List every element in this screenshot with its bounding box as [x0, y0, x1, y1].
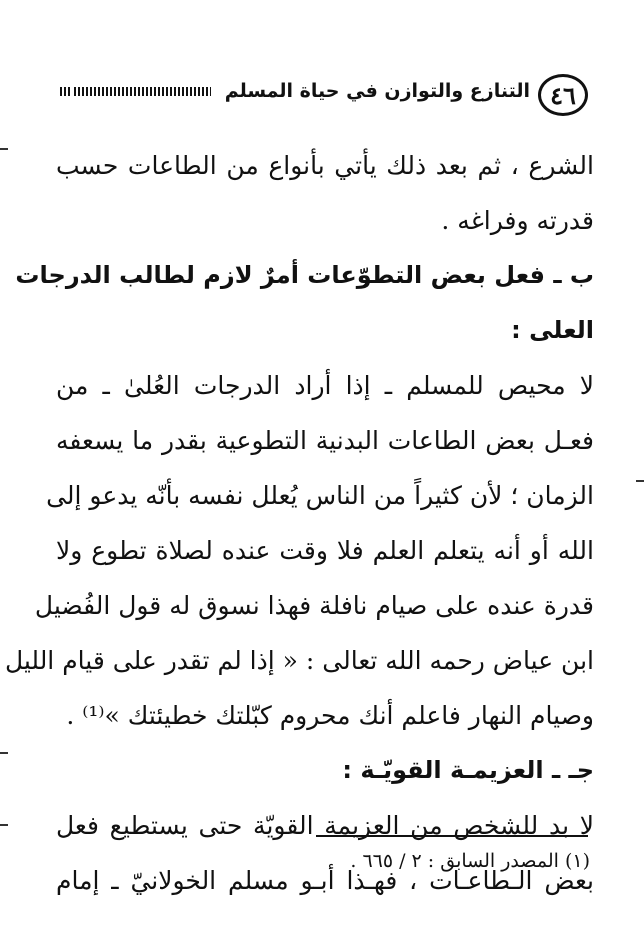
footnote-divider	[316, 835, 588, 837]
margin-mark	[0, 752, 8, 754]
text-line: بعض الـطاعـات ، فهـذا أبـو مسلم الخولانيّ ـ إمام	[56, 866, 594, 895]
header-ornament-bar	[74, 87, 211, 96]
text-line: الزمان ؛ لأن كثيراً من الناس يُعلل نفسه بأنّه يدعو إلى	[46, 481, 594, 510]
running-title: التنازع والتوازن في حياة المسلم	[224, 80, 530, 102]
page-header	[58, 68, 588, 120]
section-heading-b: ب ـ فعل بعض التطوّعات أمرٌ لازم لطالب الدرجات	[15, 261, 594, 289]
text-line: لا محيص للمسلم ـ إذا أراد الدرجات العُلىٰ ـ من	[56, 371, 594, 400]
margin-mark	[636, 480, 644, 482]
body-text	[4, 138, 594, 908]
margin-mark	[0, 148, 8, 150]
text-line: لا بد للشخص من العزيمة القويّة حتى يستطيع فعل	[56, 811, 594, 840]
text-line: الله أو أنه يتعلم العلم فلا وقت عنده لصلاة تطوع ولا	[56, 536, 594, 565]
text-line: الشرع ، ثم بعد ذلك يأتي بأنواع من الطاعات حسب	[56, 151, 594, 180]
footnote: (١) المصدر السابق : ٢ / ٦٦٥ .	[350, 850, 590, 872]
text-line: قدرته وفراغه .	[441, 206, 594, 235]
running-header	[60, 80, 530, 102]
header-ornament-end	[60, 87, 70, 96]
text-line: قدرة عنده على صيام نافلة فهذا نسوق له قول الفُضيل	[34, 591, 594, 620]
margin-mark	[0, 824, 8, 826]
text-line: وصيام النهار فاعلم أنك محروم كبّلتك خطيئتك »⁽¹⁾ .	[66, 701, 594, 730]
text-line: ابن عياض رحمه الله تعالى : « إذا لم تقدر على قيام الليل	[4, 646, 594, 675]
section-heading-b-cont: العلى :	[511, 316, 594, 344]
page-number: ٤٦	[538, 74, 588, 116]
section-heading-j: جـ ـ العزيمـة القويّـة :	[342, 756, 594, 784]
text-line: فعـل بعض الطاعات البدنية التطوعية بقدر ما يسعفه	[56, 426, 594, 455]
